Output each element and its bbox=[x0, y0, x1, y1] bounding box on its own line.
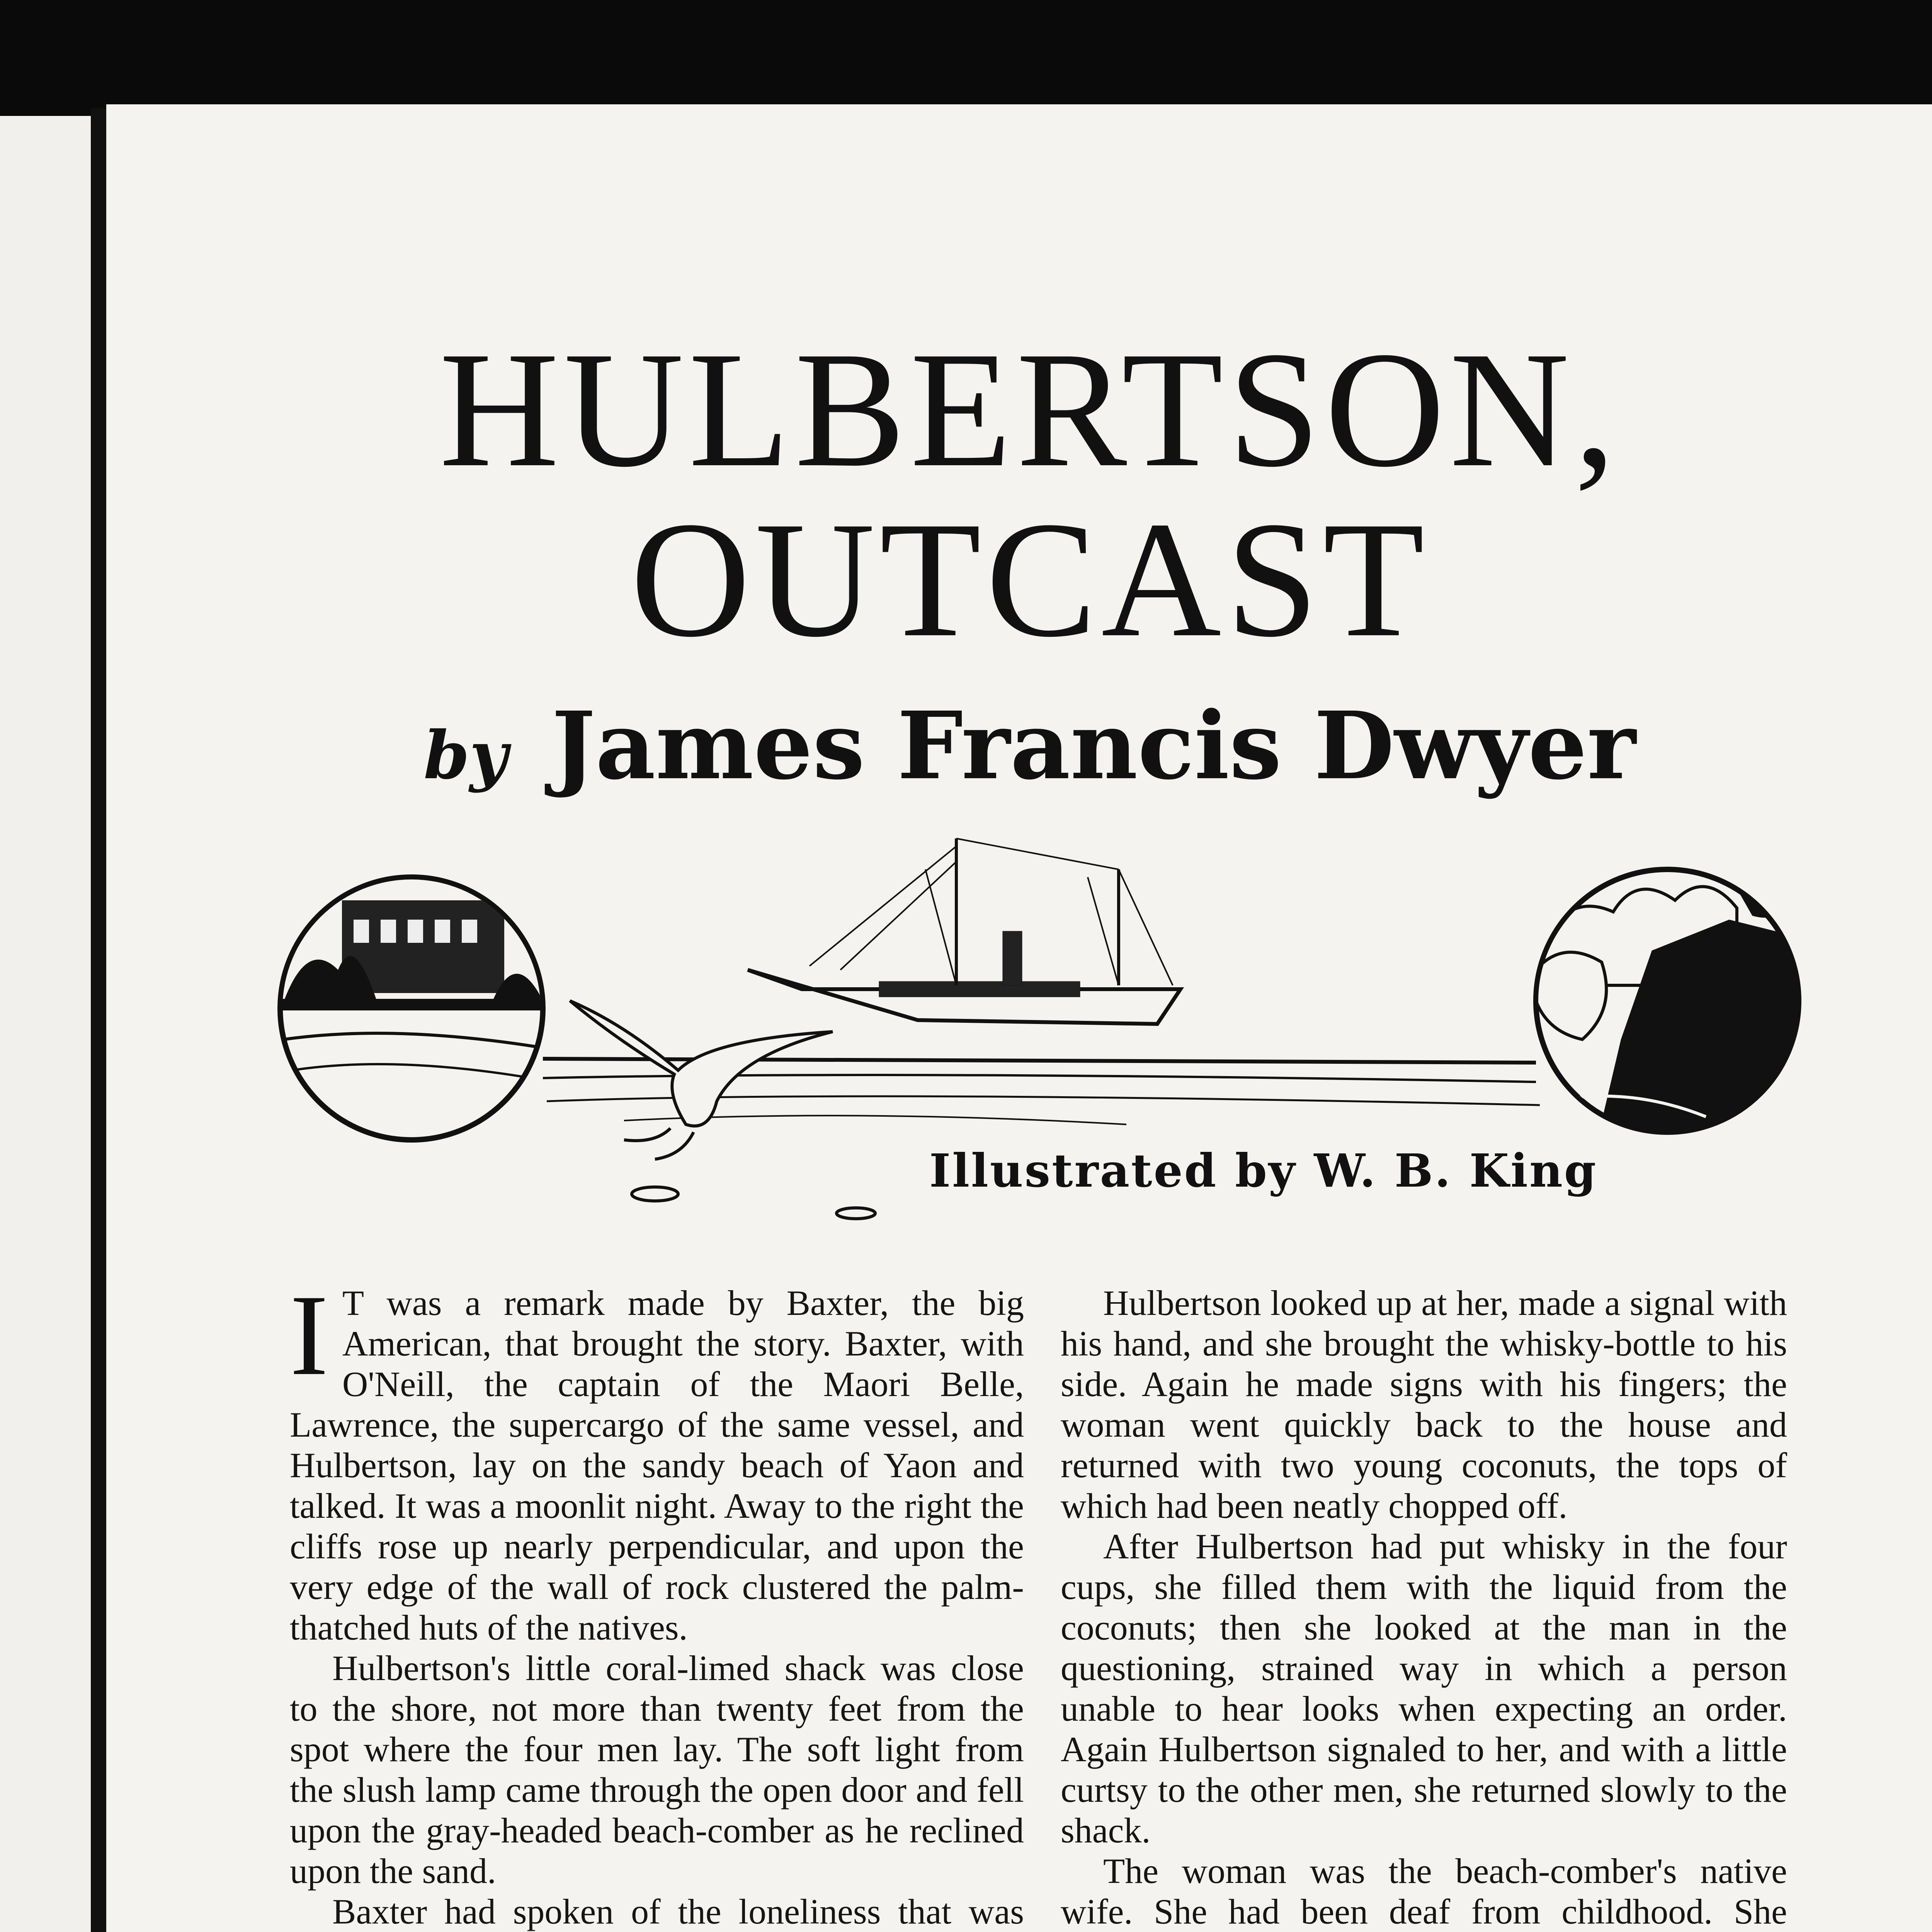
byline-prefix: by bbox=[423, 717, 508, 794]
title-line-2: OUTCAST bbox=[630, 488, 1429, 672]
book-gutter bbox=[91, 108, 106, 1932]
paragraph: After Hulbertson had put whisky in the four cups, she filled them with the liquid from the coconuts; then she looked at the man in the questioning, strained way in which a person unable to hear looks when expecting an order. Again Hulbertson signaled to her, and with a little curtsy to the other men, she returned slowly to the shack. bbox=[1061, 1527, 1787, 1850]
cliff-vignette bbox=[1536, 869, 1806, 1171]
drop-cap: I bbox=[290, 1271, 328, 1399]
paragraph: Hulbertson looked up at her, made a signal with his hand, and she brought the whisky-bottle to his side. Again he made signs with his fingers; the woman went quickly back to the house and returned with two young coconuts, the tops of which had been neatly chopped off. bbox=[1061, 1283, 1787, 1526]
seagull bbox=[570, 1001, 875, 1219]
illustration-credit: Illustrated by W. B. King bbox=[929, 1144, 1598, 1197]
facing-page-edge bbox=[0, 116, 96, 1932]
paragraph bbox=[290, 1271, 1024, 1648]
magazine-page bbox=[106, 104, 1932, 1932]
byline bbox=[106, 692, 1932, 810]
castle-vignette bbox=[276, 873, 547, 1140]
paragraph: Hulbertson's little coral-limed shack was close to the shore, not more than twenty feet from the spot where the four men lay. The soft light from the slush lamp came through the open door and fell upon the gray-headed beach-comber as he reclined upon the sand. bbox=[290, 1648, 1024, 1891]
author-name: James Francis Dwyer bbox=[551, 691, 1636, 800]
paragraph-text: T was a remark made by Baxter, the big American, that brought the story. Baxter, with O'Neill, the captain of the Maori Belle, Lawrence, the supercargo of the same vessel, and Hulbertson, lay on the sandy beach of Yaon and talked. It was a moonlit night. Away to the right the cliffs rose up nearly perpendicular, and upon the very edge of the wall of rock clustered the palm-thatched huts of the natives. bbox=[290, 1283, 1024, 1647]
steamship bbox=[748, 838, 1180, 1024]
text-column-1 bbox=[290, 1271, 1024, 1932]
paragraph: Baxter had spoken of the loneliness that was bbox=[332, 1892, 1024, 1931]
text-column-2 bbox=[1061, 1283, 1787, 1932]
paragraph: The woman was the beach-comber's native wife. She had been deaf from childhood. She bbox=[1061, 1851, 1787, 1931]
title-line-1: HULBERTSON, bbox=[439, 318, 1621, 502]
